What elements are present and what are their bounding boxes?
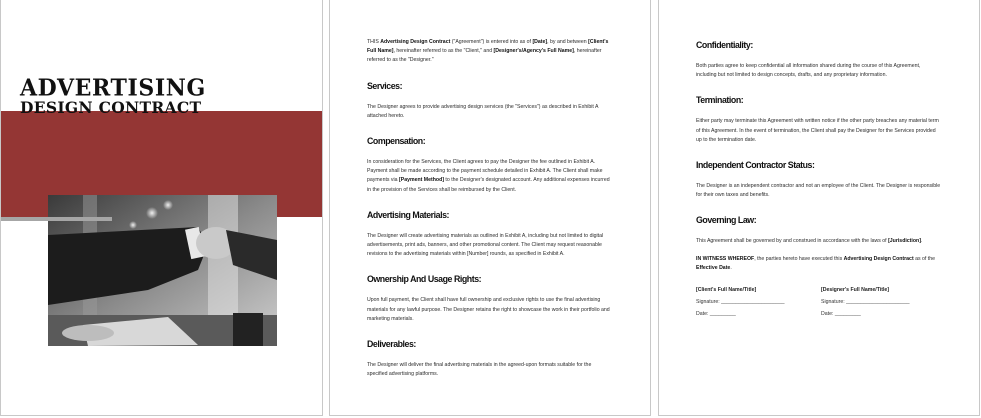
client-date-line[interactable]: Date: _________ [696,311,736,318]
client-signature [696,286,816,322]
signature-block [696,286,941,322]
ownership-text: Upon full payment, the Client shall have full ownership and exclusive rights to use the final advertising materials for any lawful purpose. The Designer retains the right to showcase the work in their portfolio and marketing materials. [367,297,610,322]
compensation-text: In consideration for the Services, the Client agrees to pay the Designer the fee outlined in Exhibit A. Payment shall be made according to the payment schedule detailed in Exhibit A. The Client shall make payments via [Payment Method] to the Designer's designated account. Any additional expenses incurred in the provision of the Services shall be reimbursed by the Client. [367,159,610,193]
designer-name-field[interactable]: [Designer's Full Name/Title] [821,287,890,294]
client-name-field[interactable]: [Client's Full Name/Title] [696,287,757,294]
cover-title-line1: ADVERTISING [20,74,206,102]
client-signature-line[interactable]: Signature: ______________________ [696,299,785,306]
cover-title-line2: DESIGN CONTRACT [20,98,202,117]
heading-ownership: Ownership And Usage Rights: [367,274,482,285]
heading-compensation: Compensation: [367,136,426,147]
heading-termination: Termination: [696,95,744,106]
termination-text: Either party may terminate this Agreement with written notice if the other party breaches any material term of this Agreement. In the event of termination, the Client shall pay the Designer for the Services provided up to the termination date. [696,118,939,143]
governing-law-text: This Agreement shall be governed by and construed in accordance with the laws of [Jurisdiction]. [696,238,923,245]
designer-date-line[interactable]: Date: _________ [821,311,861,318]
heading-services: Services: [367,80,403,91]
contract-page-2 [329,0,651,416]
designer-signature [821,286,941,322]
witness-text: IN WITNESS WHEREOF, the parties hereto have executed this Advertising Design Contract as of the Effective Date. [696,255,936,271]
intro-paragraph: THIS Advertising Design Contract ("Agreement") is entered into as of [Date], by and between [Client's Full Name], hereinafter referred to as the "Client," and [Designer's/Agency's Full Name], hereinafter referred to as the "Designer." [367,39,609,64]
deliverables-text: The Designer will deliver the final advertising materials in the agreed-upon formats suitable for the specified advertising platforms. [367,362,592,378]
contractor-text: The Designer is an independent contractor and not an employee of the Client. The Designer is responsible for their own taxes and benefits. [696,183,941,199]
heading-advertising-materials: Advertising Materials: [367,209,450,220]
cover-page [0,0,323,416]
contract-page-3 [658,0,980,416]
services-text: The Designer agrees to provide advertising design services (the "Services") as described in Exhibit A attached hereto. [367,103,599,119]
designer-signature-line[interactable]: Signature: ______________________ [821,299,910,306]
confidentiality-text: Both parties agree to keep confidential all information shared during the course of this Agreement, including but not limited to design concepts, drafts, and any proprietary information. [696,63,921,79]
cover-title [20,74,206,117]
heading-governing-law: Governing Law: [696,215,757,226]
materials-text: The Designer will create advertising materials as outlined in Exhibit A, including but not limited to digital advertisements, print ads, banners, and other promotional content. The Client may request reasonable revisions to the advertising materials within [Number] rounds, as specified in Exhibit A. [367,232,604,258]
heading-contractor-status: Independent Contractor Status: [696,160,815,171]
heading-deliverables: Deliverables: [367,339,416,350]
heading-confidentiality: Confidentiality: [696,40,753,50]
decorative-bar [1,217,112,221]
